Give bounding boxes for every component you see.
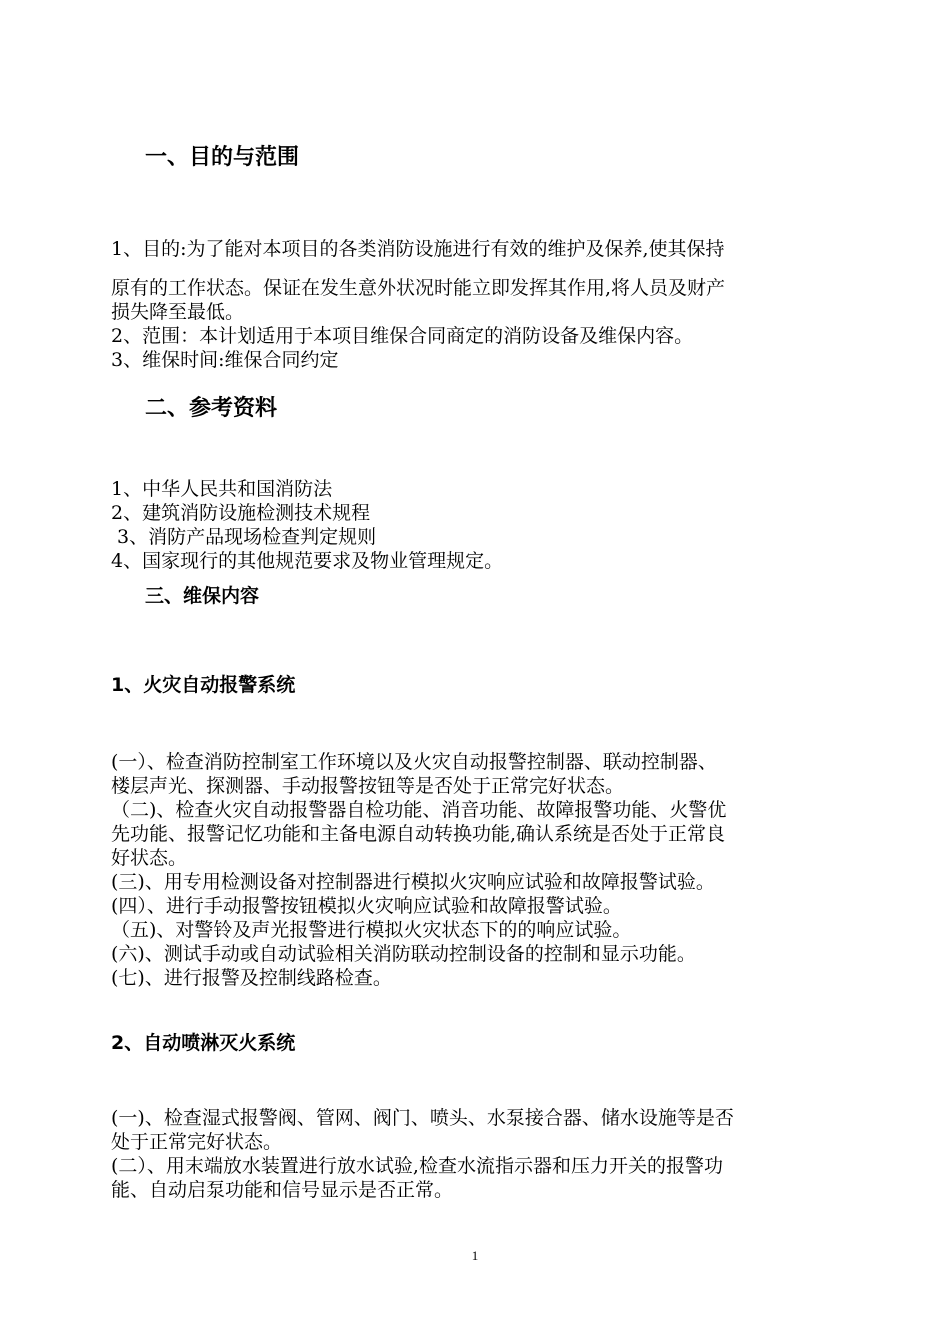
fire-alarm-line: 楼层声光、探测器、手动报警按钮等是否处于正常完好状态。 <box>111 775 625 797</box>
fire-alarm-line: 好状态。 <box>111 847 188 869</box>
purpose-paragraph <box>111 237 851 261</box>
purpose-paragraph-cont <box>111 276 851 372</box>
purpose-line-2: 原有的工作状态。保证在发生意外状况时能立即发挥其作用,将人员及财产 <box>111 277 726 299</box>
sprinkler-line: 能、自动启泵功能和信号显示是否正常。 <box>111 1179 454 1201</box>
sprinkler-line: 处于正常完好状态。 <box>111 1131 283 1153</box>
section-heading-purpose-scope: 一、目的与范围 <box>145 145 300 170</box>
subsection-title-fire-alarm: 1、火灾自动报警系统 <box>111 674 296 696</box>
page-number: 1 <box>471 1248 479 1263</box>
fire-alarm-line: (七)、进行报警及控制线路检查。 <box>111 967 392 989</box>
sprinkler-line: (二）、用末端放水装置进行放水试验,检查水流指示器和压力开关的报警功 <box>111 1155 723 1177</box>
fire-alarm-line: (一）、检查消防控制室工作环境以及火灾自动报警控制器、联动控制器、 <box>111 751 717 773</box>
purpose-line-3: 损失降至最低。 <box>111 301 245 323</box>
reference-item: 3、消防产品现场检查判定规则 <box>111 526 377 548</box>
references-list <box>111 477 851 573</box>
scope-line: 2、范围：本计划适用于本项目维保合同商定的消防设备及维保内容。 <box>111 325 694 347</box>
fire-alarm-line: (三)、用专用检测设备对控制器进行模拟火灾响应试验和故障报警试验。 <box>111 871 715 893</box>
section-heading-references: 二、参考资料 <box>145 396 278 421</box>
subsection-title-sprinkler: 2、自动喷淋灭火系统 <box>111 1032 296 1054</box>
section-heading-maintenance-content: 三、维保内容 <box>145 585 260 607</box>
fire-alarm-line: （二)、检查火灾自动报警器自检功能、消音功能、故障报警功能、火警优 <box>111 799 727 821</box>
purpose-line-1: 1、目的:为了能对本项目的各类消防设施进行有效的维护及保养,使其保持 <box>111 238 725 260</box>
fire-alarm-items <box>111 750 851 990</box>
fire-alarm-line: 先功能、报警记忆功能和主备电源自动转换功能,确认系统是否处于正常良 <box>111 823 726 845</box>
reference-item: 2、建筑消防设施检测技术规程 <box>111 502 371 524</box>
sprinkler-line: (一)、检查湿式报警阀、管网、阀门、喷头、水泵接合器、储水设施等是否 <box>111 1107 734 1129</box>
fire-alarm-line: （五)、对警铃及声光报警进行模拟火灾状态下的的响应试验。 <box>111 919 632 941</box>
maintenance-time-line: 3、维保时间:维保合同约定 <box>111 349 339 371</box>
reference-item: 4、国家现行的其他规范要求及物业管理规定。 <box>111 550 504 572</box>
sprinkler-items <box>111 1106 851 1202</box>
fire-alarm-line: (四）、进行手动报警按钮模拟火灾响应试验和故障报警试验。 <box>111 895 622 917</box>
reference-item: 1、中华人民共和国消防法 <box>111 478 333 500</box>
fire-alarm-line: (六)、测试手动或自动试验相关消防联动控制设备的控制和显示功能。 <box>111 943 696 965</box>
